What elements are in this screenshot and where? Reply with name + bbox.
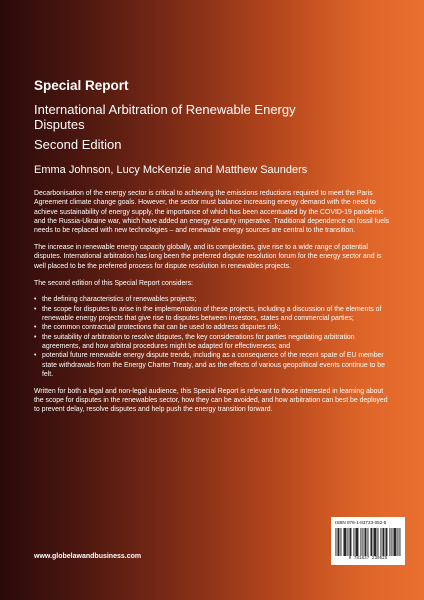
barcode-bars: [335, 528, 401, 556]
barcode-bar: [365, 528, 366, 556]
barcode-panel: [331, 517, 405, 565]
barcode-bar: [338, 528, 339, 556]
barcode-bar: [394, 528, 395, 556]
barcode-bar: [396, 528, 397, 556]
barcode-bar: [336, 528, 337, 556]
blurb-paragraph-3: The second edition of this Special Report considers:: [34, 279, 193, 287]
list-item: • potential future renewable energy dispute trends, including as a consequence of the recent spate of EU member state withdrawals from the Energy Charter Treaty, and as the effects of various geopolitical events continue to be felt.: [34, 351, 394, 379]
barcode-bar: [390, 528, 391, 556]
barcode-bar: [376, 528, 377, 556]
barcode-bar: [356, 528, 357, 556]
authors: Emma Johnson, Lucy McKenzie and Matthew Saunders: [34, 164, 308, 176]
barcode-bar: [395, 528, 396, 556]
barcode-bar: [354, 528, 355, 556]
barcode-bar: [398, 528, 399, 556]
blurb: [34, 189, 394, 422]
publisher-website: www.globelawandbusiness.com: [34, 553, 142, 560]
isbn-number: ISBN 978-1-83723-052-5: [335, 520, 387, 525]
list-item: • the defining characteristics of renewables projects;: [34, 295, 394, 304]
barcode-bar: [344, 528, 345, 556]
barcode-bar: [357, 528, 358, 556]
barcode-digits: 9 781837 230525: [348, 555, 388, 561]
barcode-bar: [392, 528, 393, 556]
barcode-bar: [350, 528, 351, 556]
blurb-paragraph-4: Written for both a legal and non-legal audience, this Special Report is relevant to those interested in learning about the scope for disputes in the renewables sector, how they can be avoided, and how arbitration can best be deployed to prevent delay, resolve disputes and help push the energy transition forward.: [34, 387, 388, 414]
barcode-bar: [378, 528, 379, 556]
list-item: • the suitability of arbitration to resolve disputes, the key considerations for parties negotiating arbitration agreements, and how arbitral procedures might be adapted for effectiveness; and: [34, 333, 394, 352]
barcode-bar: [400, 528, 401, 556]
barcode-bar: [371, 528, 372, 556]
barcode-bar: [386, 528, 387, 556]
barcode-bar: [341, 528, 342, 556]
barcode-bar: [384, 528, 385, 556]
barcode-bar: [351, 528, 352, 556]
barcode-bar: [368, 528, 369, 556]
blurb-paragraph-2: The increase in renewable energy capacity globally, and its complexities, give rise to a wide range of potential disputes. International arbitration has long been the preferred dispute resolution forum for the energy sector and is well placed to be the preferred process for dispute resolution in renewables projects.: [34, 244, 382, 270]
barcode-bar: [345, 528, 346, 556]
barcode-bar: [375, 528, 376, 556]
barcode-bar: [339, 528, 340, 556]
list-item: • the scope for disputes to arise in the implementation of these projects, including a discussion of the elements of renewable energy projects that give rise to disputes between investors, states and commercial parties;: [34, 305, 394, 324]
barcode-bar: [366, 528, 367, 556]
series-label: Special Report: [34, 78, 129, 93]
barcode-bar: [358, 528, 359, 556]
book-title: International Arbitration of Renewable Energy Disputes: [34, 102, 296, 132]
barcode-bar: [374, 528, 375, 556]
barcode-bar: [387, 528, 388, 556]
list-item: • the common contractual protections that can be used to address disputes risk;: [34, 323, 394, 332]
topics-list: [34, 295, 394, 379]
barcode-bar: [361, 528, 362, 556]
barcode-bar: [348, 528, 349, 556]
barcode-bar: [381, 528, 382, 556]
cover-header: [34, 78, 404, 177]
edition-label: Second Edition: [34, 137, 122, 152]
barcode-bar: [363, 528, 364, 556]
barcode-bar: [372, 528, 373, 556]
barcode-bar: [346, 528, 347, 556]
blurb-paragraph-1: Decarbonisation of the energy sector is critical to achieving the emissions reductions required to meet the Paris Agreement climate change goals. However, the sector must balance increasing energy demand with the need to achieve sustainability of energy supply, the importance of which has been accentuated by the COVID-19 pandemic and the Russia-Ukraine war, which have added an energy security imperative. Traditional dependence on fossil fuels needs to be replaced with new technologies – and renewable energy sources are central to the transition.: [34, 190, 390, 235]
barcode-bar: [383, 528, 384, 556]
